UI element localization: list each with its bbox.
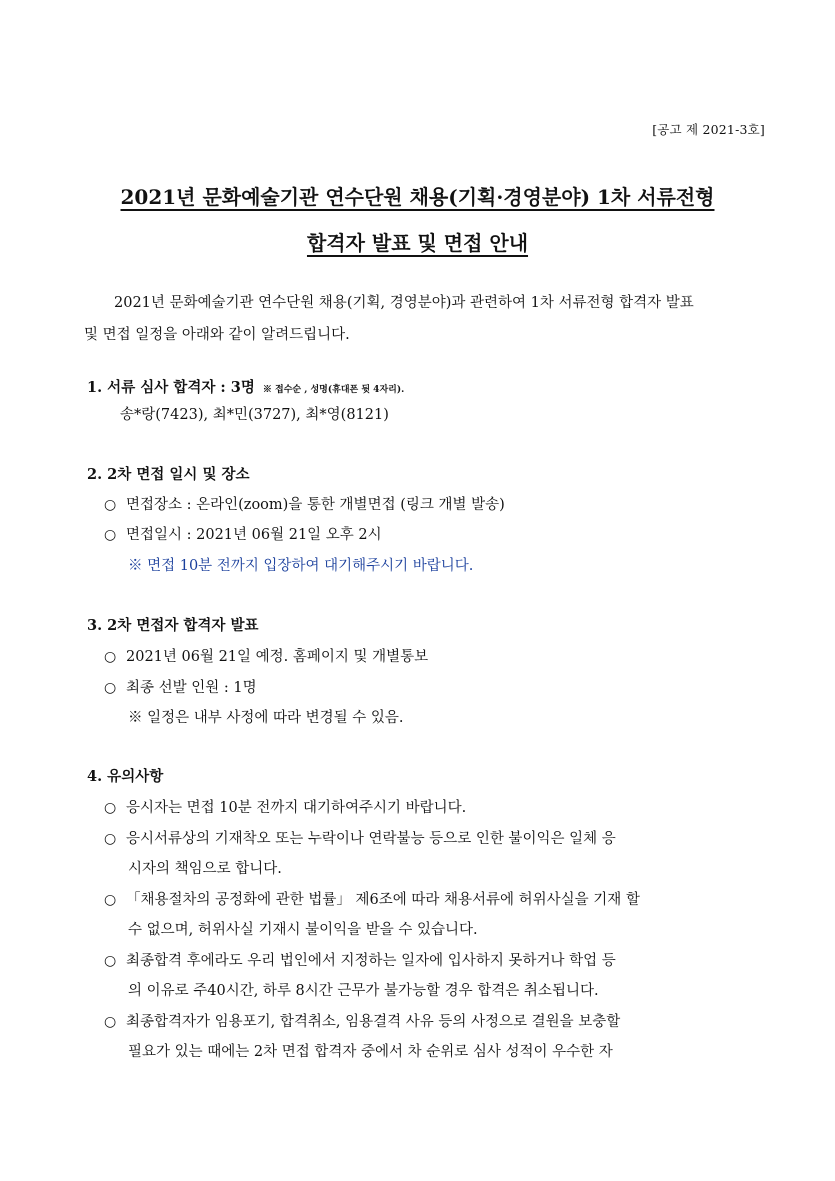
section-4-item-2: ○ 응시서류상의 기재착오 또는 누락이나 연락불능 등으로 인한 불이익은 일체 응 (104, 831, 616, 847)
bullet-icon: ○ (104, 527, 117, 543)
section-4-item-5-cont: 필요가 있는 때에는 2차 면접 합격자 중에서 차 순위로 심사 성적이 우수한 자 (128, 1044, 613, 1060)
bullet-icon: ○ (104, 892, 117, 908)
title-line-1: 2021년 문화예술기관 연수단원 채용(기획·경영분야) 1차 서류전형 (120, 185, 715, 209)
bullet-icon: ○ (104, 680, 117, 696)
bullet-icon: ○ (104, 800, 117, 816)
intro-line-1: 2021년 문화예술기관 연수단원 채용(기획, 경영분야)과 관련하여 1차 서류전형 합격자 발표 (114, 295, 694, 311)
section-1-title: 1. 서류 심사 합격자 : 3명 ※ 접수순 , 성명(휴대폰 뒷 4자리). (87, 379, 405, 396)
section-1-names: 송*랑(7423), 최*민(3727), 최*영(8121) (120, 407, 389, 423)
bullet-icon: ○ (104, 1014, 117, 1030)
section-3-title: 3. 2차 면접자 합격자 발표 (87, 617, 259, 634)
section-3-item-1: ○ 2021년 06월 21일 예정. 홈페이지 및 개별통보 (104, 649, 429, 665)
section-4-item-3: ○ 「채용절차의 공정화에 관한 법률」 제6조에 따라 채용서류에 허위사실을 기재 할 (104, 892, 640, 908)
section-2-title: 2. 2차 면접 일시 및 장소 (87, 466, 250, 483)
section-2-remark: ※ 면접 10분 전까지 입장하여 대기해주시기 바랍니다. (128, 558, 474, 574)
bullet-icon: ○ (104, 649, 117, 665)
intro-line-2: 및 면접 일정을 아래와 같이 알려드립니다. (84, 327, 350, 343)
section-4-item-3-cont: 수 없으며, 허위사실 기재시 불이익을 받을 수 있습니다. (128, 922, 478, 938)
section-4-item-4: ○ 최종합격 후에라도 우리 법인에서 지정하는 일자에 입사하지 못하거나 학업 등 (104, 953, 616, 969)
section-4-item-2-cont: 시자의 책임으로 합니다. (128, 861, 282, 877)
section-4-item-1: ○ 응시자는 면접 10분 전까지 대기하여주시기 바랍니다. (104, 800, 467, 816)
section-2-item-1: ○ 면접장소 : 온라인(zoom)을 통한 개별면접 (링크 개별 발송) (104, 497, 505, 513)
bullet-icon: ○ (104, 953, 117, 969)
section-2-item-2: ○ 면접일시 : 2021년 06월 21일 오후 2시 (104, 527, 382, 543)
title-line-2: 합격자 발표 및 면접 안내 (306, 231, 529, 255)
notice-number: [공고 제 2021-3호] (652, 122, 765, 137)
section-1-note: ※ 접수순 , 성명(휴대폰 뒷 4자리). (262, 384, 405, 395)
section-3-item-2: ○ 최종 선발 인원 : 1명 (104, 680, 257, 696)
section-4-title: 4. 유의사항 (87, 768, 164, 785)
section-4-item-5: ○ 최종합격자가 임용포기, 합격취소, 임용결격 사유 등의 사정으로 결원을 보충할 (104, 1014, 621, 1030)
section-3-remark: ※ 일정은 내부 사정에 따라 변경될 수 있음. (128, 710, 404, 726)
section-4-item-4-cont: 의 이유로 주40시간, 하루 8시간 근무가 불가능할 경우 합격은 취소됩니다. (128, 983, 599, 999)
bullet-icon: ○ (104, 497, 117, 513)
bullet-icon: ○ (104, 831, 117, 847)
